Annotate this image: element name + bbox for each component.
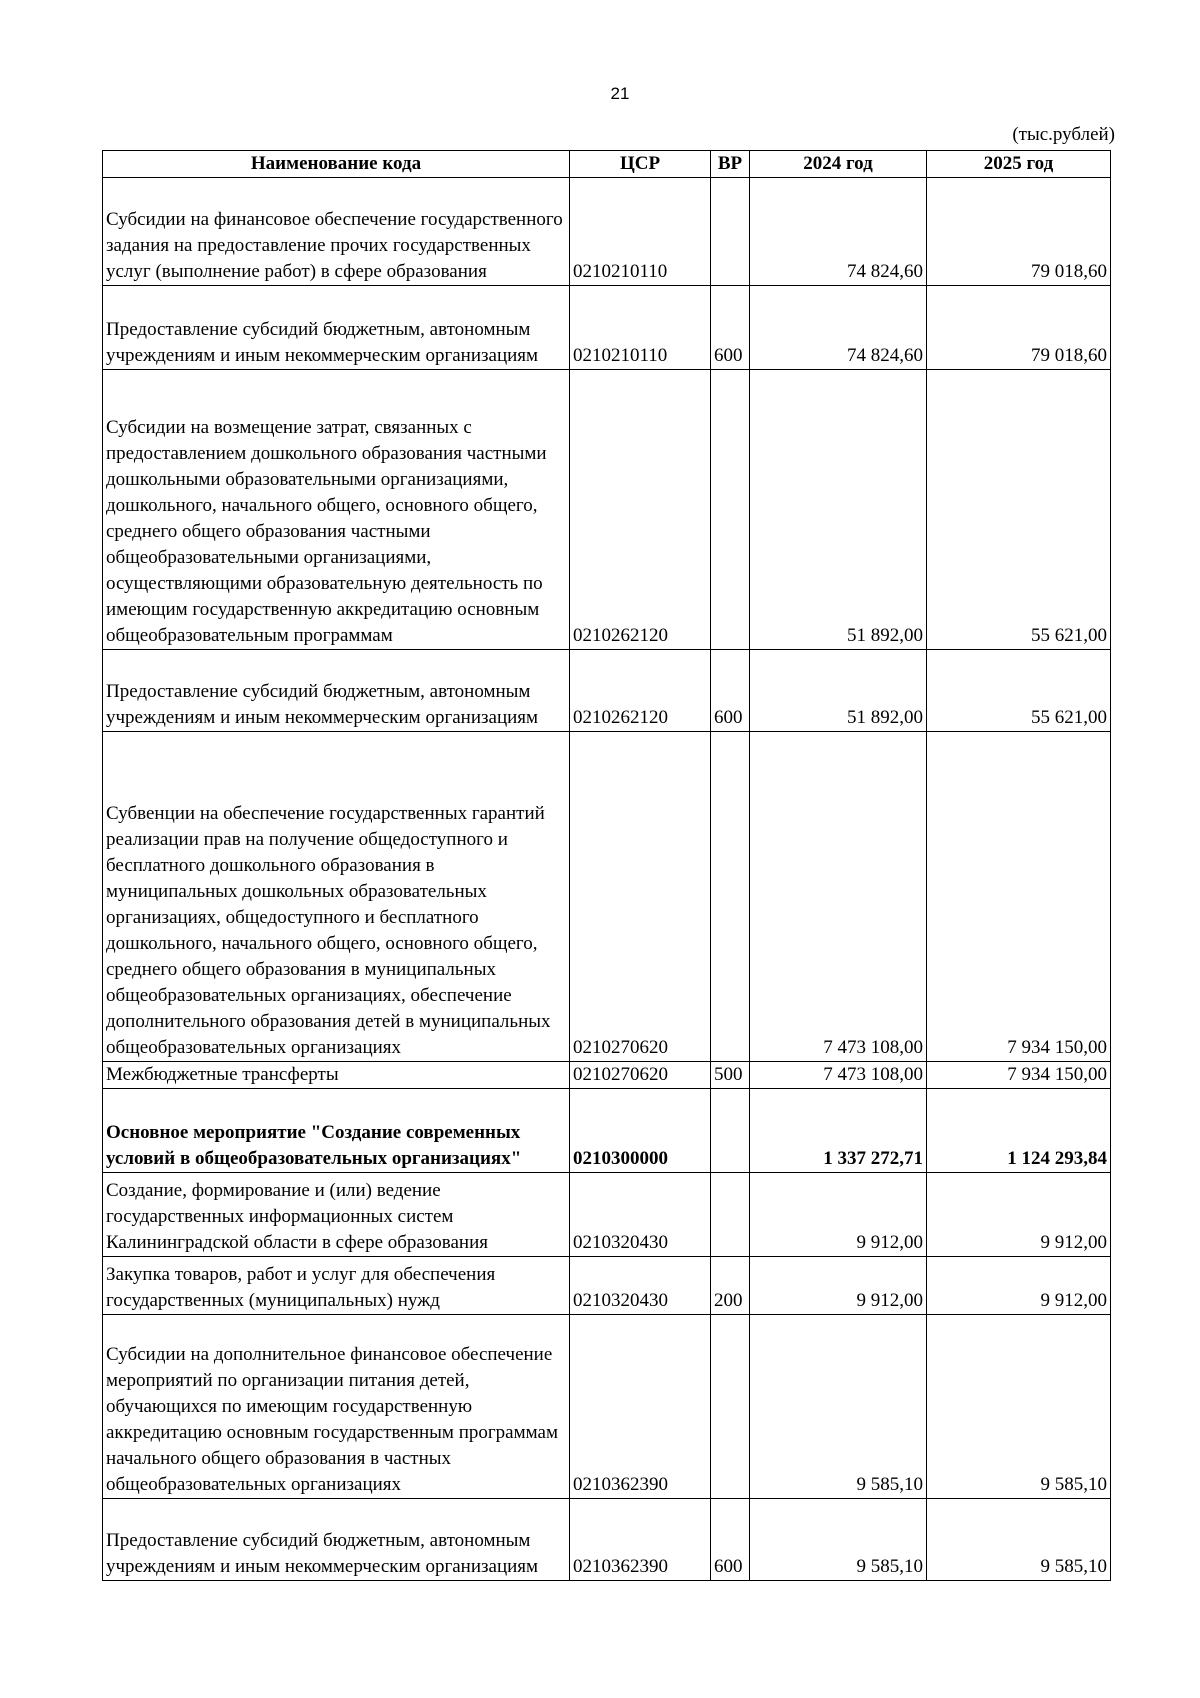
row-value-2024: 9 912,00	[750, 1257, 927, 1315]
page-number: 21	[610, 84, 630, 103]
row-name: Создание, формирование и (или) ведение государственных информационных систем Калининградской области в сфере образования	[103, 1173, 570, 1257]
row-value-2024: 9 585,10	[750, 1315, 927, 1499]
row-value-2024: 74 824,60	[750, 286, 927, 370]
header-vr: ВР	[711, 151, 750, 178]
row-value-2024: 9 585,10	[750, 1499, 927, 1581]
row-csr: 0210362390	[570, 1499, 711, 1581]
row-value-2025: 9 585,10	[927, 1499, 1111, 1581]
header-name: Наименование кода	[103, 151, 570, 178]
row-vr	[711, 1173, 750, 1257]
row-name: Субсидии на дополнительное финансовое обеспечение мероприятий по организации питания детей, обучающихся по имеющим государственную аккредитацию основным государственным программам начального общего образования в частных общеобразовательных организациях	[103, 1315, 570, 1499]
row-value-2024: 1 337 272,71	[750, 1089, 927, 1173]
row-vr	[711, 1089, 750, 1173]
row-vr: 600	[711, 1499, 750, 1581]
table-row	[103, 1257, 1111, 1315]
table-row	[103, 1173, 1111, 1257]
row-value-2025: 9 912,00	[927, 1257, 1111, 1315]
row-csr: 0210270620	[570, 732, 711, 1062]
row-name: Субсидии на финансовое обеспечение государственного задания на предоставление прочих государственных услуг (выполнение работ) в сфере образования	[103, 178, 570, 286]
row-csr: 0210262120	[570, 370, 711, 650]
table-row	[103, 1315, 1111, 1499]
table-row	[103, 370, 1111, 650]
row-vr: 200	[711, 1257, 750, 1315]
table-row-main-activity	[103, 1089, 1111, 1173]
table-row	[103, 1499, 1111, 1581]
row-csr: 0210262120	[570, 650, 711, 732]
row-value-2024: 7 473 108,00	[750, 732, 927, 1062]
row-vr	[711, 370, 750, 650]
row-value-2024: 51 892,00	[750, 650, 927, 732]
row-csr: 0210210110	[570, 286, 711, 370]
row-value-2024: 7 473 108,00	[750, 1062, 927, 1089]
row-value-2025: 7 934 150,00	[927, 1062, 1111, 1089]
row-name: Межбюджетные трансферты	[103, 1062, 570, 1089]
header-2025: 2025 год	[927, 151, 1111, 178]
row-name: Основное мероприятие "Создание современных условий в общеобразовательных организациях"	[103, 1089, 570, 1173]
row-value-2025: 9 585,10	[927, 1315, 1111, 1499]
row-vr	[711, 732, 750, 1062]
row-name: Закупка товаров, работ и услуг для обеспечения государственных (муниципальных) нужд	[103, 1257, 570, 1315]
row-csr: 0210320430	[570, 1173, 711, 1257]
row-name: Субсидии на возмещение затрат, связанных с предоставлением дошкольного образования частными дошкольными образовательными организациями, дошкольного, начального общего, основного общего, среднего общего образования частными общеобразовательными организациями, осуществляющими образовательную деятельность по имеющим государственную аккредитацию основным общеобразовательным программам	[103, 370, 570, 650]
row-value-2025: 7 934 150,00	[927, 732, 1111, 1062]
row-csr: 0210210110	[570, 178, 711, 286]
table-header-row	[103, 151, 1111, 178]
row-name: Предоставление субсидий бюджетным, автономным учреждениям и иным некоммерческим организациям	[103, 1499, 570, 1581]
header-csr: ЦСР	[570, 151, 711, 178]
table-row	[103, 1062, 1111, 1089]
table-row	[103, 650, 1111, 732]
row-vr	[711, 1315, 750, 1499]
row-vr: 600	[711, 650, 750, 732]
row-csr: 0210300000	[570, 1089, 711, 1173]
row-vr	[711, 178, 750, 286]
row-value-2025: 1 124 293,84	[927, 1089, 1111, 1173]
row-value-2024: 74 824,60	[750, 178, 927, 286]
row-value-2024: 51 892,00	[750, 370, 927, 650]
row-value-2025: 79 018,60	[927, 286, 1111, 370]
header-2024: 2024 год	[750, 151, 927, 178]
row-value-2025: 9 912,00	[927, 1173, 1111, 1257]
row-name: Предоставление субсидий бюджетным, автономным учреждениям и иным некоммерческим организациям	[103, 286, 570, 370]
row-csr: 0210270620	[570, 1062, 711, 1089]
row-value-2024: 9 912,00	[750, 1173, 927, 1257]
row-csr: 0210362390	[570, 1315, 711, 1499]
table-row	[103, 178, 1111, 286]
row-name: Предоставление субсидий бюджетным, автономным учреждениям и иным некоммерческим организациям	[103, 650, 570, 732]
table-row	[103, 732, 1111, 1062]
row-name: Субвенции на обеспечение государственных гарантий реализации прав на получение общедоступного и бесплатного дошкольного образования в муниципальных дошкольных образовательных организациях, общедоступного и бесплатного дошкольного, начального общего, основного общего, среднего общего образования в муниципальных общеобразовательных организациях, обеспечение дополнительного образования детей в муниципальных общеобразовательных организациях	[103, 732, 570, 1062]
table-row	[103, 286, 1111, 370]
budget-table	[102, 150, 1111, 1581]
row-csr: 0210320430	[570, 1257, 711, 1315]
row-value-2025: 55 621,00	[927, 650, 1111, 732]
row-value-2025: 79 018,60	[927, 178, 1111, 286]
row-vr: 500	[711, 1062, 750, 1089]
units-note: (тыс.рублей)	[1012, 124, 1115, 145]
row-value-2025: 55 621,00	[927, 370, 1111, 650]
row-vr: 600	[711, 286, 750, 370]
